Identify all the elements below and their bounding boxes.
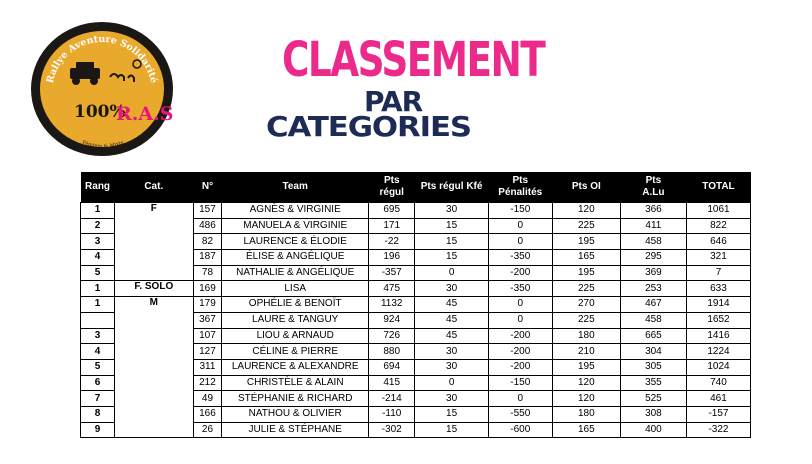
team-cell: LAURENCE & ÉLODIE xyxy=(222,234,369,250)
number-cell: 367 xyxy=(193,312,222,328)
pts-penalties-cell: -200 xyxy=(488,328,552,344)
pts-penalties-cell: 0 xyxy=(488,234,552,250)
total-cell: 822 xyxy=(686,218,750,234)
number-cell: 187 xyxy=(193,250,222,266)
pts-penalties-cell: -350 xyxy=(488,281,552,297)
pts-alu-cell: 411 xyxy=(620,218,686,234)
column-header: TOTAL xyxy=(686,172,750,203)
pts-regul-cell: 880 xyxy=(369,344,415,360)
pts-oi-cell: 195 xyxy=(552,265,620,281)
column-header: Pts OI xyxy=(552,172,620,203)
pts-regul-cell: 196 xyxy=(369,250,415,266)
rallye-logo xyxy=(30,20,175,158)
pts-regul-cell: -110 xyxy=(369,406,415,422)
team-cell: NATHOU & OLIVIER xyxy=(222,406,369,422)
pts-kfe-cell: 30 xyxy=(415,281,488,297)
pts-regul-cell: 726 xyxy=(369,328,415,344)
pts-kfe-cell: 45 xyxy=(415,312,488,328)
pts-regul-cell: -214 xyxy=(369,391,415,407)
page-title: CLASSEMENT xyxy=(282,32,545,88)
pts-oi-cell: 120 xyxy=(552,375,620,391)
team-cell: CHRISTÈLE & ALAIN xyxy=(222,375,369,391)
number-cell: 78 xyxy=(193,265,222,281)
rank-cell: 4 xyxy=(81,250,115,266)
number-cell: 26 xyxy=(193,422,222,438)
pts-alu-cell: 458 xyxy=(620,312,686,328)
ranking-table xyxy=(80,172,751,438)
pts-penalties-cell: 0 xyxy=(488,297,552,313)
pts-alu-cell: 400 xyxy=(620,422,686,438)
team-cell: STÉPHANIE & RICHARD xyxy=(222,391,369,407)
column-header: Pts A.Lu xyxy=(620,172,686,203)
pts-penalties-cell: -350 xyxy=(488,250,552,266)
team-cell: JULIE & STÉPHANE xyxy=(222,422,369,438)
table-header-row xyxy=(81,172,751,203)
pts-oi-cell: 225 xyxy=(552,281,620,297)
pts-regul-cell: -302 xyxy=(369,422,415,438)
number-cell: 127 xyxy=(193,344,222,360)
pts-kfe-cell: 15 xyxy=(415,234,488,250)
logo-ring-text: Rallye Aventure Solidarité xyxy=(44,33,160,85)
team-cell: ÉLISE & ANGÉLIQUE xyxy=(222,250,369,266)
logo-percent: 100% xyxy=(74,102,126,122)
column-header: Rang xyxy=(81,172,115,203)
rank-cell: 1 xyxy=(81,281,115,297)
column-header: Pts Pénalités xyxy=(488,172,552,203)
total-cell: 461 xyxy=(686,391,750,407)
number-cell: 107 xyxy=(193,328,222,344)
number-cell: 157 xyxy=(193,203,222,219)
team-cell: AGNÈS & VIRGINIE xyxy=(222,203,369,219)
total-cell: 1224 xyxy=(686,344,750,360)
pts-alu-cell: 369 xyxy=(620,265,686,281)
rank-cell: 8 xyxy=(81,406,115,422)
team-cell: LAURE & TANGUY xyxy=(222,312,369,328)
pts-penalties-cell: 0 xyxy=(488,218,552,234)
number-cell: 82 xyxy=(193,234,222,250)
pts-oi-cell: 120 xyxy=(552,391,620,407)
table-row xyxy=(81,203,751,219)
pts-kfe-cell: 15 xyxy=(415,406,488,422)
pts-oi-cell: 180 xyxy=(552,406,620,422)
pts-kfe-cell: 30 xyxy=(415,391,488,407)
pts-regul-cell: -22 xyxy=(369,234,415,250)
pts-kfe-cell: 15 xyxy=(415,218,488,234)
column-header: N° xyxy=(193,172,222,203)
pts-alu-cell: 355 xyxy=(620,375,686,391)
page-subtitle-categories: CATEGORIES xyxy=(266,110,471,143)
pts-oi-cell: 120 xyxy=(552,203,620,219)
rank-cell: 3 xyxy=(81,234,115,250)
number-cell: 49 xyxy=(193,391,222,407)
number-cell: 486 xyxy=(193,218,222,234)
pts-regul-cell: 924 xyxy=(369,312,415,328)
team-cell: LAURENCE & ALEXANDRE xyxy=(222,359,369,375)
pts-alu-cell: 295 xyxy=(620,250,686,266)
pts-kfe-cell: 0 xyxy=(415,265,488,281)
pts-regul-cell: -357 xyxy=(369,265,415,281)
rank-cell: 2 xyxy=(81,218,115,234)
team-cell: LISA xyxy=(222,281,369,297)
total-cell: 7 xyxy=(686,265,750,281)
pts-oi-cell: 210 xyxy=(552,344,620,360)
number-cell: 212 xyxy=(193,375,222,391)
team-cell: MANUELA & VIRGINIE xyxy=(222,218,369,234)
pts-oi-cell: 270 xyxy=(552,297,620,313)
pts-penalties-cell: -150 xyxy=(488,203,552,219)
rank-cell: 3 xyxy=(81,328,115,344)
category-cell: F xyxy=(115,203,193,281)
pts-penalties-cell: -600 xyxy=(488,422,552,438)
number-cell: 179 xyxy=(193,297,222,313)
pts-oi-cell: 165 xyxy=(552,422,620,438)
total-cell: 1914 xyxy=(686,297,750,313)
pts-alu-cell: 308 xyxy=(620,406,686,422)
pts-penalties-cell: -550 xyxy=(488,406,552,422)
table-row xyxy=(81,281,751,297)
rank-cell xyxy=(81,312,115,328)
pts-kfe-cell: 15 xyxy=(415,250,488,266)
pts-regul-cell: 1132 xyxy=(369,297,415,313)
pts-kfe-cell: 45 xyxy=(415,297,488,313)
logo-brand-letters: R.A.S xyxy=(116,103,174,125)
total-cell: 1024 xyxy=(686,359,750,375)
pts-kfe-cell: 0 xyxy=(415,375,488,391)
pts-oi-cell: 180 xyxy=(552,328,620,344)
pts-regul-cell: 171 xyxy=(369,218,415,234)
rank-cell: 4 xyxy=(81,344,115,360)
pts-regul-cell: 694 xyxy=(369,359,415,375)
column-header: Pts régul xyxy=(369,172,415,203)
pts-oi-cell: 225 xyxy=(552,218,620,234)
pts-penalties-cell: -200 xyxy=(488,265,552,281)
pts-penalties-cell: 0 xyxy=(488,312,552,328)
rank-cell: 5 xyxy=(81,359,115,375)
pts-penalties-cell: -150 xyxy=(488,375,552,391)
page-subtitle-par: PAR xyxy=(364,85,423,118)
number-cell: 169 xyxy=(193,281,222,297)
total-cell: -322 xyxy=(686,422,750,438)
team-cell: CÉLINE & PIERRE xyxy=(222,344,369,360)
pts-alu-cell: 366 xyxy=(620,203,686,219)
pts-alu-cell: 304 xyxy=(620,344,686,360)
rank-cell: 1 xyxy=(81,297,115,313)
total-cell: 740 xyxy=(686,375,750,391)
pts-kfe-cell: 30 xyxy=(415,344,488,360)
pts-oi-cell: 195 xyxy=(552,359,620,375)
team-cell: OPHÉLIE & BENOÏT xyxy=(222,297,369,313)
pts-kfe-cell: 15 xyxy=(415,422,488,438)
pts-oi-cell: 195 xyxy=(552,234,620,250)
table-row xyxy=(81,297,751,313)
rank-cell: 1 xyxy=(81,203,115,219)
column-header: Pts régul Kfé xyxy=(415,172,488,203)
pts-alu-cell: 458 xyxy=(620,234,686,250)
total-cell: -157 xyxy=(686,406,750,422)
pts-oi-cell: 225 xyxy=(552,312,620,328)
pts-alu-cell: 253 xyxy=(620,281,686,297)
column-header: Cat. xyxy=(115,172,193,203)
pts-penalties-cell: 0 xyxy=(488,391,552,407)
pts-regul-cell: 475 xyxy=(369,281,415,297)
category-cell: F. SOLO xyxy=(115,281,193,297)
pts-oi-cell: 165 xyxy=(552,250,620,266)
total-cell: 1652 xyxy=(686,312,750,328)
total-cell: 321 xyxy=(686,250,750,266)
pts-regul-cell: 415 xyxy=(369,375,415,391)
total-cell: 646 xyxy=(686,234,750,250)
pts-kfe-cell: 30 xyxy=(415,359,488,375)
number-cell: 311 xyxy=(193,359,222,375)
pts-penalties-cell: -200 xyxy=(488,359,552,375)
pts-regul-cell: 695 xyxy=(369,203,415,219)
pts-alu-cell: 665 xyxy=(620,328,686,344)
team-cell: LIOU & ARNAUD xyxy=(222,328,369,344)
total-cell: 1416 xyxy=(686,328,750,344)
total-cell: 633 xyxy=(686,281,750,297)
total-cell: 1061 xyxy=(686,203,750,219)
pts-alu-cell: 467 xyxy=(620,297,686,313)
column-header: Team xyxy=(222,172,369,203)
rank-cell: 9 xyxy=(81,422,115,438)
logo-ring-bottom-text: Féminin & Mixte xyxy=(81,139,125,150)
pts-kfe-cell: 30 xyxy=(415,203,488,219)
team-cell: NATHALIE & ANGÉLIQUE xyxy=(222,265,369,281)
rank-cell: 7 xyxy=(81,391,115,407)
pts-alu-cell: 305 xyxy=(620,359,686,375)
category-cell: M xyxy=(115,297,193,438)
rank-cell: 5 xyxy=(81,265,115,281)
rank-cell: 6 xyxy=(81,375,115,391)
number-cell: 166 xyxy=(193,406,222,422)
pts-alu-cell: 525 xyxy=(620,391,686,407)
pts-penalties-cell: -200 xyxy=(488,344,552,360)
pts-kfe-cell: 45 xyxy=(415,328,488,344)
